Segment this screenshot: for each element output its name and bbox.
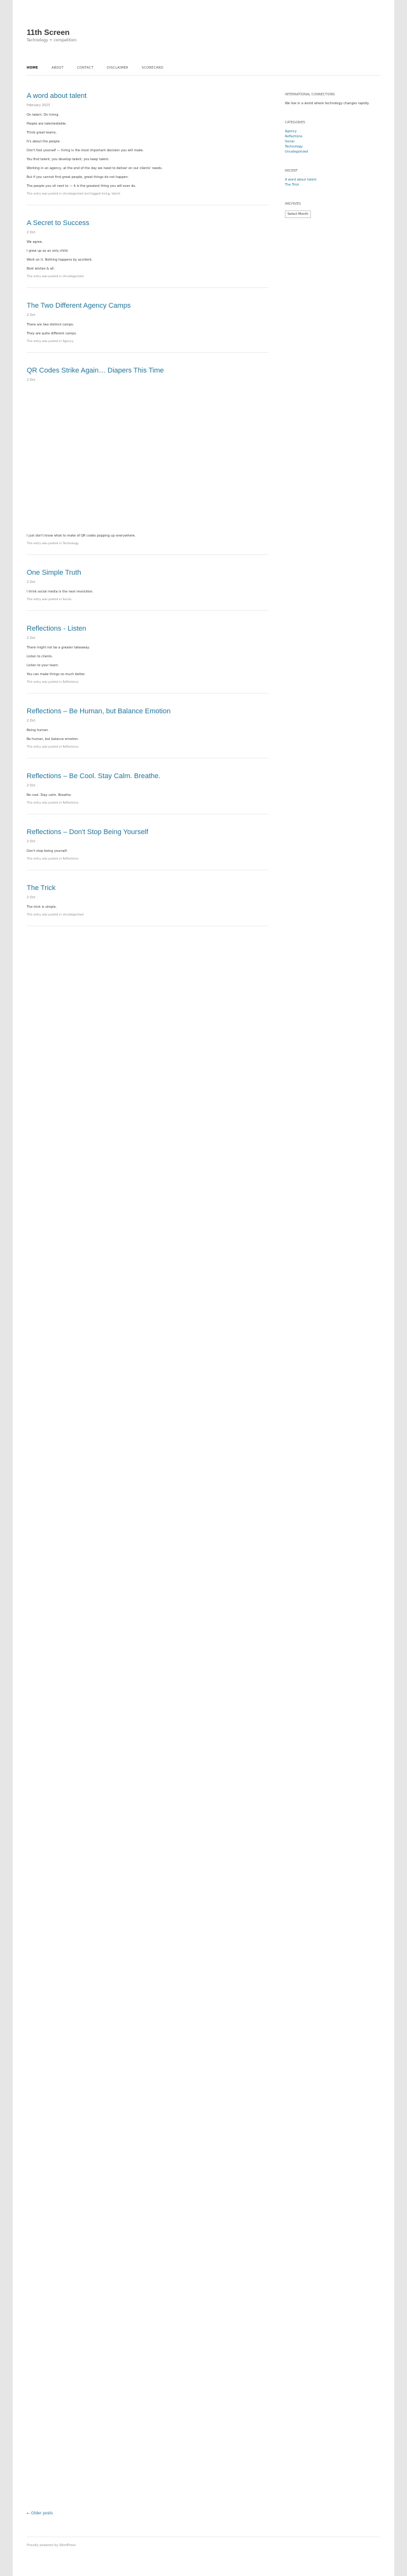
post-title[interactable]: QR Codes Strike Again… Diapers This Time (27, 367, 164, 374)
nav-home[interactable]: HOME (27, 66, 39, 70)
post-meta: This entry was posted in Uncategorized. (27, 914, 268, 926)
post-paragraph: You can make things so much better. (27, 673, 86, 676)
post-list (27, 92, 268, 940)
post-title[interactable]: One Simple Truth (27, 569, 81, 577)
widget-archives (285, 202, 380, 218)
post (27, 367, 268, 555)
page (13, 0, 394, 2576)
post-paragraph: On talent. On hiring. (27, 113, 60, 117)
post-paragraph: There might not be a greater takeaway. (27, 646, 90, 650)
post-title[interactable]: The Two Different Agency Camps (27, 302, 131, 310)
post-meta: This entry was posted in Technology. (27, 542, 268, 555)
post-paragraph: Working in an agency, at the end of the day we need to deliver on our clients' needs. (27, 167, 163, 170)
nav-about[interactable]: ABOUT (52, 66, 64, 70)
site-title[interactable]: 11th Screen (27, 28, 70, 37)
post-paragraph: Don't stop being yourself. (27, 849, 68, 853)
nav-disclaimer[interactable]: DISCLAIMER (107, 66, 128, 70)
post (27, 625, 268, 694)
site-header (27, 0, 380, 76)
widget-text: We live in a world where technology changes rapidly. (285, 102, 369, 106)
post (27, 708, 268, 758)
post (27, 302, 268, 353)
post-title[interactable]: A Secret to Success (27, 219, 90, 227)
post-meta: This entry was posted in Uncategorized and tagged hiring, talent. (27, 193, 268, 205)
post-paragraph: I grew up as an only child. (27, 249, 69, 253)
post-title[interactable]: Reflections – Be Human, but Balance Emotion (27, 708, 171, 715)
nav-contact[interactable]: CONTACT (77, 66, 93, 70)
widget-recent (285, 168, 380, 188)
post-paragraph: It's about the people. (27, 140, 61, 144)
post-paragraph: They are quite different camps. (27, 332, 77, 336)
category-link[interactable]: Agency (285, 130, 297, 134)
post-meta: This entry was posted in Reflections. (27, 746, 268, 758)
category-link[interactable]: Reflections (285, 135, 303, 139)
post-meta: This entry was posted in Reflections. (27, 802, 268, 814)
widget-title: INTERNATIONAL CONNECTIONS (285, 93, 335, 97)
post-paragraph: Be cool. Stay calm. Breathe. (27, 793, 72, 797)
post-date[interactable]: 2 Oct (27, 313, 36, 317)
post-paragraph: Be human, but balance emotion. (27, 737, 79, 741)
post-date[interactable]: 2 Oct (27, 378, 36, 382)
post (27, 828, 268, 870)
post-meta: This entry was posted in Reflections. (27, 681, 268, 694)
post-meta: This entry was posted in Social. (27, 598, 268, 611)
post-date[interactable]: 2 Oct (27, 231, 36, 235)
post-paragraph: Don't fool yourself — hiring is the most important decision you will make. (27, 149, 144, 153)
post-title[interactable]: A word about talent (27, 92, 87, 100)
post-paragraph: Being human. (27, 729, 49, 732)
post-paragraph: The people you sit next to — it is the greatest thing you will ever do. (27, 184, 136, 188)
post-date[interactable]: 2 Oct (27, 784, 36, 788)
post-date[interactable]: 2 Oct (27, 896, 36, 900)
widget-title: CATEGORIES (285, 121, 305, 125)
post-date[interactable]: 2 Oct (27, 636, 36, 640)
category-link[interactable]: Social (285, 140, 294, 144)
older-posts-link[interactable]: ← Older posts (27, 2511, 53, 2516)
post-paragraph: But if you cannot find great people, great things do not happen. (27, 175, 129, 179)
widget-about (285, 92, 380, 106)
post-date[interactable]: 2 Oct (27, 580, 36, 584)
post-date[interactable]: 2 Oct (27, 840, 36, 844)
post-title[interactable]: Reflections – Be Cool. Stay Calm. Breathe. (27, 772, 161, 780)
category-link[interactable]: Uncategorized (285, 150, 308, 154)
post-meta: This entry was posted in Uncategorized. (27, 275, 268, 288)
nav-scorecard[interactable]: SCORECARD (141, 66, 164, 70)
post-image-area (27, 387, 268, 533)
post-paragraph: People are talented/able. (27, 122, 67, 126)
post-date[interactable]: 2 Oct (27, 719, 36, 723)
post-paragraph: Work on it. Nothing happens by accident. (27, 258, 93, 262)
recent-link[interactable]: A word about talent (285, 178, 317, 182)
post-paragraph: Best wishes & all. (27, 267, 55, 271)
widget-title: RECENT (285, 169, 298, 173)
footer-credit[interactable]: Proudly powered by WordPress (27, 2544, 76, 2547)
post-meta: This entry was posted in Agency. (27, 340, 268, 353)
widget-title: ARCHIVES (285, 202, 301, 206)
post-meta: This entry was posted in Reflections. (27, 858, 268, 870)
post-paragraph: I think social media is the next revolution. (27, 590, 94, 594)
post-paragraph: We agree. (27, 240, 43, 244)
post-paragraph: Think great teams. (27, 131, 57, 135)
widget-categories (285, 120, 380, 154)
post (27, 569, 268, 611)
post-title[interactable]: Reflections - Listen (27, 625, 86, 633)
site-description: Technology + competition (27, 38, 77, 43)
post-paragraph: Listen to clients. (27, 655, 53, 659)
archive-select[interactable]: Select Month (285, 210, 311, 218)
category-link[interactable]: Technology (285, 145, 303, 149)
post (27, 772, 268, 814)
post (27, 92, 268, 205)
post (27, 884, 268, 926)
post-paragraph: Listen to your team. (27, 664, 59, 668)
main-nav (27, 59, 380, 76)
post-title[interactable]: Reflections – Don't Stop Being Yourself (27, 828, 149, 836)
recent-link[interactable]: The Trick (285, 183, 300, 187)
post (27, 219, 268, 288)
post-title[interactable]: The Trick (27, 884, 56, 892)
post-paragraph: The trick is simple. (27, 905, 57, 909)
post-paragraph: I just don't know what to make of QR codes popping up everywhere. (27, 534, 136, 538)
post-paragraph: You find talent; you develop talent; you keep talent. (27, 158, 109, 161)
post-paragraph: There are two distinct camps. (27, 323, 74, 327)
sidebar (285, 92, 380, 940)
post-date[interactable]: February 2023 (27, 104, 50, 107)
site-footer (27, 2537, 380, 2547)
